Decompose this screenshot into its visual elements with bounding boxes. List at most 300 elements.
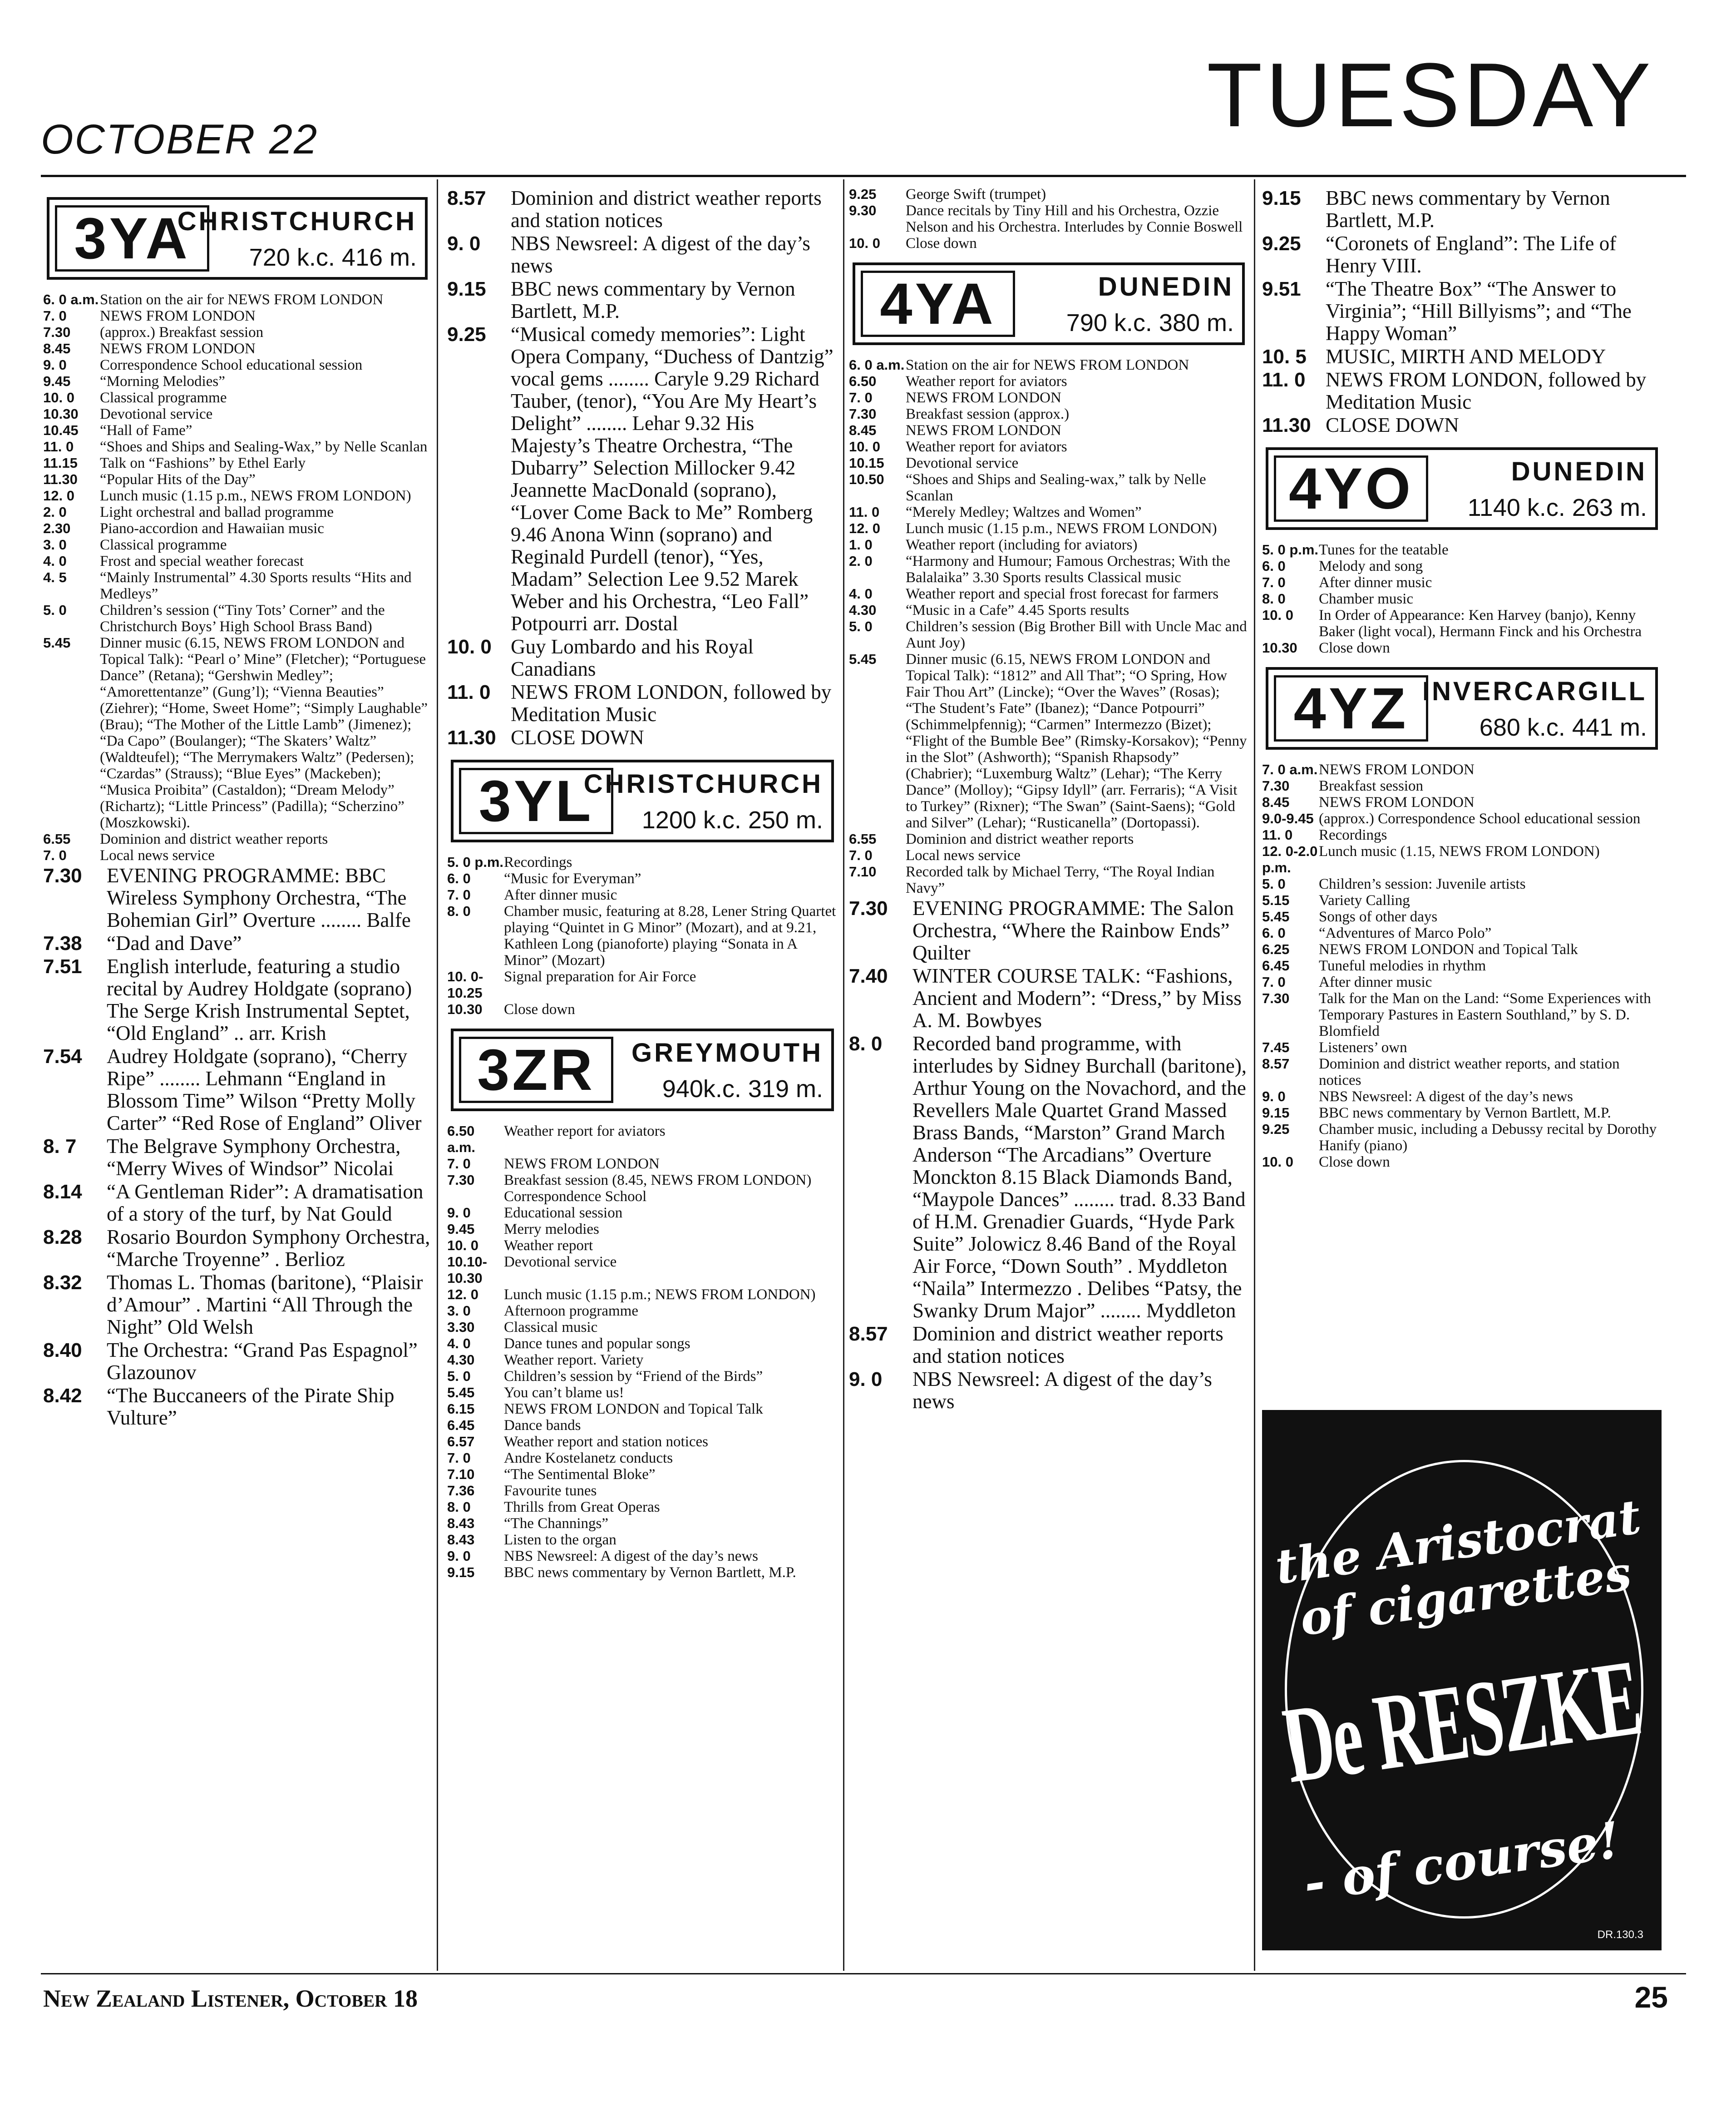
- entry-text: George Swift (trumpet): [906, 186, 1046, 203]
- entry-text: Close down: [1319, 640, 1390, 656]
- entry-time: 5.45: [447, 1385, 475, 1400]
- schedule-entry: [849, 504, 1248, 520]
- entry-text: Merry melodies: [504, 1221, 599, 1237]
- station-city: DUNEDIN: [1511, 457, 1647, 486]
- schedule-entry: [849, 1323, 1248, 1367]
- schedule-entry: [43, 1339, 431, 1384]
- entry-text: NEWS FROM LONDON: [100, 308, 256, 324]
- station-city: DUNEDIN: [1098, 272, 1234, 302]
- schedule-entry: [43, 373, 431, 390]
- entry-text: “The Channings”: [504, 1515, 609, 1532]
- entry-time: 10.30: [447, 1001, 483, 1017]
- entry-text: After dinner music: [1319, 574, 1432, 591]
- entry-time: 8.14: [43, 1181, 82, 1203]
- schedule-entry: [849, 186, 1248, 203]
- entry-time: 7.30: [1262, 778, 1290, 794]
- schedule-entry: [1262, 591, 1662, 607]
- entry-text: “Mainly Instrumental” 4.30 Sports results “Hits and Medleys”: [100, 569, 412, 602]
- schedule-entry: [849, 406, 1248, 422]
- entry-text: Chamber music: [1319, 591, 1414, 607]
- schedule-entry: [849, 203, 1248, 235]
- entry-text: NBS Newsreel: A digest of the day’s news: [1319, 1088, 1573, 1105]
- entry-time: 11. 0: [849, 504, 880, 520]
- entry-time: 6. 0: [1262, 558, 1286, 574]
- entry-text: “Shoes and Ships and Sealing-Wax,” by Nelle Scanlan: [100, 439, 428, 455]
- schedule-entry: [447, 1205, 838, 1221]
- schedule-entry: [1262, 542, 1662, 558]
- page-number: 25: [1634, 1980, 1668, 2014]
- entry-time: 10. 0: [849, 439, 880, 455]
- station-box-4yz: [1266, 667, 1658, 750]
- schedule-entry: [1262, 892, 1662, 909]
- schedule-entry: [447, 1483, 838, 1499]
- entry-text: Lunch music (1.15 p.m., NEWS FROM LONDON): [100, 488, 411, 504]
- schedule-entry: [1262, 346, 1662, 368]
- entry-text: NEWS FROM LONDON, followed by Meditation Music: [511, 681, 832, 726]
- station-call-sign: 3YL: [459, 768, 613, 834]
- schedule-4ya-evening: [849, 897, 1248, 1413]
- entry-text: “Music in a Cafe” 4.45 Sports results: [906, 602, 1129, 618]
- entry-time: 8.32: [43, 1271, 82, 1294]
- schedule-entry: [1262, 607, 1662, 640]
- station-city: INVERCARGILL: [1422, 677, 1647, 706]
- entry-text: “Shoes and Ships and Sealing-wax,” talk by Nelle Scanlan: [906, 471, 1206, 504]
- entry-time: 7.38: [43, 932, 82, 955]
- entry-text: Recorded talk by Michael Terry, “The Royal Indian Navy”: [906, 864, 1215, 896]
- entry-time: 9.15: [447, 278, 486, 300]
- entry-text: You can’t blame us!: [504, 1385, 624, 1401]
- entry-text: Weather report: [504, 1237, 593, 1254]
- schedule-entry: [447, 323, 838, 635]
- schedule-entry: [1262, 990, 1662, 1039]
- column-divider: [1254, 179, 1255, 1971]
- entry-text: Dominion and district weather reports and station notices: [912, 1322, 1223, 1367]
- entry-time: 7. 0: [849, 847, 873, 863]
- station-call-sign: 4YA: [861, 271, 1015, 337]
- schedule-entry: [849, 390, 1248, 406]
- schedule-entry: [849, 847, 1248, 864]
- station-frequency: 1140 k.c. 263 m.: [1467, 494, 1647, 521]
- schedule-entry: [43, 422, 431, 439]
- column-2: [447, 186, 838, 1966]
- schedule-entry: [43, 308, 431, 324]
- schedule-entry: [43, 932, 431, 955]
- entry-time: 5. 0: [849, 618, 873, 634]
- entry-text: After dinner music: [504, 887, 617, 903]
- entry-text: Children’s session (Big Brother Bill with Uncle Mac and Aunt Joy): [906, 618, 1247, 651]
- entry-text: “A Gentleman Rider”: A dramatisation of a story of the turf, by Nat Gould: [107, 1180, 424, 1225]
- schedule-entry: [1262, 876, 1662, 892]
- entry-time: 10. 0: [447, 1237, 478, 1253]
- entry-time: 5.45: [849, 651, 877, 667]
- entry-time: 7.30: [43, 865, 82, 887]
- ad-headline: the Aristocrat of cigarettes: [1272, 1488, 1644, 1647]
- entry-time: 11.30: [43, 471, 78, 487]
- entry-text: Tunes for the teatable: [1319, 542, 1449, 558]
- entry-text: MUSIC, MIRTH AND MELODY: [1326, 345, 1606, 368]
- entry-time: 9. 0: [447, 1548, 471, 1564]
- entry-text: NEWS FROM LONDON and Topical Talk: [1319, 941, 1578, 958]
- entry-time: 7.54: [43, 1045, 82, 1068]
- entry-time: 4. 0: [849, 586, 873, 602]
- entry-text: Recordings: [1319, 827, 1387, 843]
- entry-time: 7.40: [849, 965, 888, 987]
- entry-text: Breakfast session: [1319, 778, 1424, 794]
- schedule-entry: [447, 1417, 838, 1434]
- schedule-entry: [447, 1499, 838, 1515]
- entry-text: NEWS FROM LONDON: [1319, 794, 1475, 811]
- entry-text: Local news service: [100, 847, 215, 864]
- entry-text: WINTER COURSE TALK: “Fashions, Ancient and Modern”: “Dress,” by Miss A. M. Bowbyes: [912, 965, 1242, 1032]
- schedule-4yz: [1262, 762, 1662, 1170]
- entry-time: 5. 0 p.m.: [1262, 542, 1319, 558]
- entry-text: Lunch music (1.15 p.m.; NEWS FROM LONDON): [504, 1286, 816, 1303]
- entry-time: 12. 0: [43, 488, 74, 504]
- entry-text: Audrey Holdgate (soprano), “Cherry Ripe” ........ Lehmann “England in Blossom Time” Wilson “Pretty Molly Carter” “Red Rose of England” Oliver: [107, 1045, 422, 1134]
- entry-time: 9.30: [849, 203, 877, 218]
- cigarette-advertisement: [1262, 1410, 1662, 1950]
- entry-text: “The Theatre Box” “The Answer to Virginia”; “Hill Billyisms”; and “The Happy Woman”: [1326, 277, 1632, 345]
- schedule-entry: [1262, 1056, 1662, 1088]
- entry-time: 7. 0: [43, 847, 67, 863]
- page-day: TUESDAY: [1207, 45, 1654, 146]
- station-call-sign: 3YA: [55, 205, 209, 272]
- entry-text: Children’s session (“Tiny Tots’ Corner” and the Christchurch Boys’ High School Brass Band): [100, 602, 385, 635]
- entry-time: 12. 0: [849, 520, 880, 536]
- entry-text: Songs of other days: [1319, 909, 1438, 925]
- station-call-sign: 4YZ: [1274, 675, 1428, 742]
- schedule-3ya-day: [43, 292, 431, 864]
- schedule-entry: [447, 1172, 838, 1205]
- entry-text: EVENING PROGRAMME: The Salon Orchestra, “Where the Rainbow Ends” Quilter: [912, 897, 1234, 964]
- entry-time: 11. 0: [43, 439, 74, 455]
- schedule-entry: [447, 1368, 838, 1385]
- entry-text: After dinner music: [1319, 974, 1432, 990]
- schedule-entry: [1262, 827, 1662, 843]
- entry-text: Piano-accordion and Hawaiian music: [100, 520, 324, 537]
- schedule-entry: [43, 324, 431, 341]
- schedule-entry: [1262, 278, 1662, 345]
- page-date: OCTOBER 22: [41, 116, 319, 163]
- entry-text: Weather report for aviators: [504, 1123, 666, 1139]
- schedule-entry: [447, 887, 838, 903]
- entry-text: “Harmony and Humour; Famous Orchestras; With the Balalaika” 3.30 Sports results Classical music: [906, 553, 1230, 586]
- schedule-entry: [43, 455, 431, 471]
- entry-text: BBC news commentary by Vernon Bartlett, M.P.: [504, 1564, 796, 1581]
- schedule-entry: [43, 1271, 431, 1338]
- entry-time: 8. 0: [1262, 591, 1286, 607]
- ad-tagline: - of course!: [1300, 1810, 1624, 1913]
- schedule-entry: [1262, 762, 1662, 778]
- entry-text: “Popular Hits of the Day”: [100, 471, 256, 488]
- entry-text: Dance bands: [504, 1417, 581, 1434]
- schedule-entry: [1262, 1105, 1662, 1121]
- entry-text: NEWS FROM LONDON, followed by Meditation Music: [1326, 368, 1647, 413]
- entry-text: Dominion and district weather reports, and station notices: [1319, 1056, 1620, 1088]
- entry-time: 9.15: [1262, 187, 1301, 209]
- entry-time: 8. 7: [43, 1135, 77, 1157]
- entry-text: Dance tunes and popular songs: [504, 1336, 690, 1352]
- entry-text: Guy Lombardo and his Royal Canadians: [511, 635, 754, 680]
- entry-time: 5. 0: [43, 602, 67, 618]
- entry-time: 7. 0 a.m.: [1262, 762, 1318, 777]
- entry-text: Lunch music (1.15 p.m., NEWS FROM LONDON): [906, 520, 1217, 537]
- entry-time: 7.45: [1262, 1039, 1290, 1055]
- entry-text: “Coronets of England”: The Life of Henry VIII.: [1326, 232, 1617, 277]
- schedule-entry: [1262, 574, 1662, 591]
- schedule-entry: [447, 1548, 838, 1564]
- schedule-entry: [1262, 958, 1662, 974]
- entry-text: Classical music: [504, 1319, 598, 1336]
- schedule-entry: [43, 553, 431, 569]
- schedule-entry: [43, 1135, 431, 1180]
- entry-time: 5.45: [43, 635, 71, 651]
- entry-time: 6. 0 a.m.: [849, 357, 905, 373]
- entry-text: Dinner music (6.15, NEWS FROM LONDON and Topical Talk): “Pearl o’ Mine” (Fletcher); “Portuguese Dance” (Retana); “Gershwin Medley”; “Amorettentanze” (Gung’l); “Vienna Beauties” (Ziehrer); “Home, Sweet Home”; “Simply Laughable” (Brau); “The Mother of the Little Lamb” (Jimenez); “Da Capo” (Boulanger); “The Skaters’ Waltz” (Waldteufel); “The Merrymakers Waltz” (Pedersen); “Czardas” (Strauss); “Blue Eyes” (Mackeben); “Musica Proibita” (Castaldon); “Dream Melody” (Richartz); “Little Princess” (Padilla); “Scherzino” (Moszkowski).: [100, 635, 428, 831]
- schedule-entry: [447, 187, 838, 232]
- entry-text: Weather report and station notices: [504, 1434, 709, 1450]
- entry-time: 6.45: [447, 1417, 475, 1433]
- schedule-entry: [849, 897, 1248, 964]
- entry-time: 8.45: [849, 422, 877, 438]
- entry-time: 6.15: [447, 1401, 475, 1417]
- entry-time: 9.0-9.45: [1262, 811, 1314, 826]
- station-box-4ya: [853, 262, 1245, 345]
- entry-text: Classical programme: [100, 537, 227, 553]
- schedule-entry: [43, 292, 431, 308]
- entry-time: 10.50: [849, 471, 884, 487]
- schedule-entry: [849, 455, 1248, 471]
- entry-time: 10.30: [1262, 640, 1297, 656]
- entry-time: 7.10: [849, 864, 877, 880]
- entry-text: NBS Newsreel: A digest of the day’s news: [511, 232, 810, 277]
- entry-time: 7.30: [849, 897, 888, 920]
- schedule-entry: [43, 1045, 431, 1134]
- schedule-entry: [43, 488, 431, 504]
- entry-time: 10. 0-10.25: [447, 969, 483, 1001]
- entry-text: Recordings: [504, 854, 572, 871]
- schedule-entry: [1262, 232, 1662, 277]
- entry-text: In Order of Appearance: Ken Harvey (banjo), Kenny Baker (light vocal), Hermann Finck and his Orchestra: [1319, 607, 1642, 640]
- entry-text: Devotional service: [100, 406, 213, 422]
- entry-text: Dominion and district weather reports: [906, 831, 1134, 847]
- schedule-entry: [849, 864, 1248, 896]
- schedule-4ya-late: [1262, 187, 1662, 436]
- schedule-entry: [849, 586, 1248, 602]
- schedule-4ya-day: [849, 357, 1248, 896]
- entry-text: EVENING PROGRAMME: BBC Wireless Symphony Orchestra, “The Bohemian Girl” Overture ........ Balfe: [107, 864, 411, 931]
- schedule-4yo: [1262, 542, 1662, 656]
- entry-text: “Adventures of Marco Polo”: [1319, 925, 1492, 941]
- entry-time: 6. 0 a.m.: [43, 292, 99, 307]
- entry-text: NEWS FROM LONDON: [1319, 762, 1475, 778]
- entry-text: Talk for the Man on the Land: “Some Experiences with Temporary Pastures in Eastern Southland,” by S. D. Blomfield: [1319, 990, 1651, 1039]
- schedule-entry: [43, 831, 431, 847]
- entry-time: 7. 0: [447, 887, 471, 903]
- entry-text: “The Buccaneers of the Pirate Ship Vulture”: [107, 1384, 395, 1429]
- schedule-entry: [1262, 811, 1662, 827]
- schedule-entry: [1262, 187, 1662, 232]
- entry-time: 1. 0: [849, 537, 873, 553]
- schedule-entry: [447, 969, 838, 1001]
- entry-time: 7. 0: [447, 1450, 471, 1466]
- entry-text: “The Sentimental Bloke”: [504, 1466, 656, 1483]
- entry-time: 5.45: [1262, 909, 1290, 925]
- entry-time: 4. 0: [447, 1336, 471, 1351]
- schedule-entry: [447, 1450, 838, 1466]
- station-frequency: 940k.c. 319 m.: [662, 1075, 823, 1103]
- entry-text: NEWS FROM LONDON: [906, 422, 1061, 439]
- ad-code: DR.130.3: [1597, 1929, 1643, 1941]
- schedule-3zr-late: [849, 186, 1248, 252]
- entry-text: Weather report. Variety: [504, 1352, 644, 1368]
- entry-time: 7.30: [849, 406, 877, 422]
- schedule-entry: [849, 831, 1248, 847]
- entry-time: 9.25: [1262, 232, 1301, 255]
- entry-time: 7.36: [447, 1483, 475, 1499]
- station-frequency: 790 k.c. 380 m.: [1066, 309, 1234, 336]
- station-box-3yl: [451, 760, 834, 842]
- entry-text: Dance recitals by Tiny Hill and his Orchestra, Ozzie Nelson and his Orchestra. Interludes by Connie Boswell: [906, 203, 1243, 235]
- schedule-entry: [1262, 640, 1662, 656]
- schedule-3ya-evening: [43, 865, 431, 1429]
- entry-time: 7. 0: [1262, 574, 1286, 590]
- schedule-entry: [43, 602, 431, 635]
- entry-text: Chamber music, including a Debussy recital by Dorothy Hanify (piano): [1319, 1121, 1657, 1154]
- schedule-entry: [43, 504, 431, 520]
- entry-text: Listeners’ own: [1319, 1039, 1407, 1056]
- entry-time: 10.10-10.30: [447, 1254, 487, 1286]
- entry-time: 11. 0: [447, 681, 491, 703]
- entry-text: Station on the air for NEWS FROM LONDON: [100, 292, 384, 308]
- schedule-entry: [1262, 1039, 1662, 1056]
- schedule-entry: [43, 1226, 431, 1271]
- entry-time: 8.45: [1262, 794, 1290, 810]
- schedule-entry: [447, 1221, 838, 1237]
- schedule-entry: [43, 520, 431, 537]
- schedule-entry: [43, 341, 431, 357]
- entry-text: BBC news commentary by Vernon Bartlett, M.P.: [511, 277, 795, 322]
- schedule-entry: [43, 537, 431, 553]
- schedule-entry: [43, 406, 431, 422]
- schedule-entry: [849, 537, 1248, 553]
- entry-text: Children’s session by “Friend of the Birds”: [504, 1368, 763, 1385]
- entry-time: 7.30: [1262, 990, 1290, 1006]
- schedule-entry: [447, 1156, 838, 1172]
- schedule-entry: [1262, 369, 1662, 413]
- entry-time: 5. 0: [447, 1368, 471, 1384]
- entry-text: Devotional service: [504, 1254, 617, 1270]
- schedule-entry: [43, 955, 431, 1044]
- schedule-entry: [447, 1564, 838, 1581]
- schedule-entry: [447, 1352, 838, 1368]
- entry-time: 6.57: [447, 1434, 475, 1449]
- entry-time: 6.50: [849, 373, 877, 389]
- entry-text: Favourite tunes: [504, 1483, 597, 1499]
- schedule-entry: [447, 727, 838, 749]
- entry-text: Devotional service: [906, 455, 1019, 471]
- entry-time: 10. 5: [1262, 346, 1307, 368]
- entry-text: “Morning Melodies”: [100, 373, 225, 390]
- schedule-entry: [447, 1515, 838, 1532]
- column-divider: [437, 179, 438, 1971]
- schedule-entry: [849, 520, 1248, 537]
- station-city: CHRISTCHURCH: [583, 769, 823, 799]
- schedule-entry: [849, 373, 1248, 390]
- schedule-entry: [43, 1385, 431, 1429]
- entry-time: 9. 0: [1262, 1088, 1286, 1104]
- entry-time: 7. 0: [447, 1156, 471, 1172]
- schedule-entry: [1262, 1088, 1662, 1105]
- entry-time: 9.15: [447, 1564, 475, 1580]
- schedule-entry: [849, 553, 1248, 586]
- station-city: GREYMOUTH: [631, 1038, 823, 1068]
- entry-time: 9. 0: [43, 357, 67, 373]
- schedule-entry: [1262, 1154, 1662, 1170]
- schedule-entry: [1262, 909, 1662, 925]
- entry-text: NEWS FROM LONDON: [100, 341, 256, 357]
- entry-time: 9.25: [447, 323, 486, 346]
- entry-text: Local news service: [906, 847, 1021, 864]
- entry-text: Thomas L. Thomas (baritone), “Plaisir d’Amour” . Martini “All Through the Night” Old Welsh: [107, 1271, 423, 1338]
- entry-text: Correspondence School educational session: [100, 357, 363, 373]
- station-box-3ya: [47, 197, 428, 280]
- entry-text: Weather report and special frost forecast for farmers: [906, 586, 1219, 602]
- entry-time: 7. 0: [1262, 974, 1286, 990]
- entry-time: 7.30: [447, 1172, 475, 1188]
- schedule-entry: [43, 357, 431, 373]
- entry-time: 8.57: [849, 1323, 888, 1345]
- entry-text: NBS Newsreel: A digest of the day’s news: [912, 1368, 1212, 1413]
- entry-text: “Merely Medley; Waltzes and Women”: [906, 504, 1142, 520]
- column-3: [849, 186, 1248, 1966]
- entry-time: 7.10: [447, 1466, 475, 1482]
- entry-time: 4. 0: [43, 553, 67, 569]
- entry-time: 2.30: [43, 520, 71, 536]
- entry-text: Talk on “Fashions” by Ethel Early: [100, 455, 306, 471]
- station-box-4yo: [1266, 447, 1658, 530]
- schedule-entry: [447, 232, 838, 277]
- entry-text: Tuneful melodies in rhythm: [1319, 958, 1486, 974]
- bottom-rule: [41, 1973, 1686, 1974]
- entry-text: Close down: [1319, 1154, 1390, 1170]
- schedule-entry: [447, 1434, 838, 1450]
- entry-text: Frost and special weather forecast: [100, 553, 304, 569]
- entry-text: “Hall of Fame”: [100, 422, 192, 439]
- entry-time: 8.43: [447, 1515, 475, 1531]
- entry-time: 11. 0: [1262, 827, 1293, 843]
- entry-text: Educational session: [504, 1205, 623, 1221]
- entry-time: 6.55: [43, 831, 71, 847]
- entry-text: Dominion and district weather reports: [100, 831, 328, 847]
- entry-text: Recorded band programme, with interludes by Sidney Burchall (baritone), Arthur Young on the Novachord, and the Revellers Male Quartet Grand Massed Brass Bands, “Marston” Grand March Anderson “The Arcadians” Overture Monckton 8.15 Black Diamonds Band, “Maypole Dances” ........ trad. 8.33 Band of H.M. Grenadier Guards, “Hyde Park Suite” Jolowicz 8.46 Band of the Royal Air Force, “Down South” . Myddleton “Naila” Intermezzo . Delibes “Patsy, the Swanky Drum Major” ........ Myddleton: [912, 1032, 1247, 1322]
- entry-time: 6.25: [1262, 941, 1290, 957]
- entry-time: 9.45: [447, 1221, 475, 1237]
- schedule-entry: [447, 1303, 838, 1319]
- entry-text: Andre Kostelanetz conducts: [504, 1450, 673, 1466]
- entry-text: Variety Calling: [1319, 892, 1410, 909]
- entry-text: CLOSE DOWN: [511, 726, 644, 749]
- schedule-entry: [447, 1254, 838, 1286]
- entry-text: NBS Newsreel: A digest of the day’s news: [504, 1548, 759, 1564]
- entry-time: 11.30: [447, 727, 496, 749]
- entry-text: Weather report for aviators: [906, 373, 1067, 390]
- entry-text: BBC news commentary by Vernon Bartlett, M.P.: [1326, 187, 1610, 232]
- entry-time: 8.40: [43, 1339, 82, 1361]
- schedule-entry: [447, 1336, 838, 1352]
- entry-time: 8.43: [447, 1532, 475, 1548]
- entry-time: 4.30: [447, 1352, 475, 1368]
